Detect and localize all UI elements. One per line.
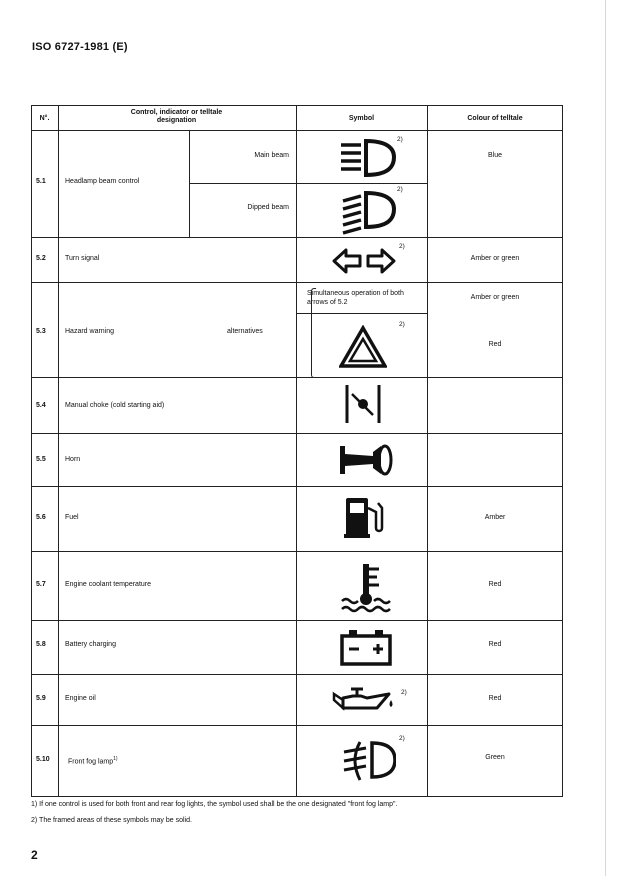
dipped-beam-label: Dipped beam [247,204,289,211]
row-colour: Amber [484,514,506,521]
row-number: 5.4 [36,402,46,409]
turn-signal-icon [332,247,396,275]
row-colour: Red [488,581,502,588]
footnote-1: 1) If one control is used for both front and rear fog lights, the symbol used shall be the one designated "front fog lamp". [31,801,398,808]
engine-oil-icon [331,684,401,716]
row-colour: Green [485,754,505,761]
row-colour: Amber or green [470,294,520,301]
row-number: 5.6 [36,514,46,521]
col-header-symbol: Symbol [348,115,375,122]
note-ref: 2) [401,689,407,696]
row-number: 5.8 [36,641,46,648]
row-colour: Amber or green [470,255,520,262]
row-colour: Blue [487,152,502,159]
row-number: 5.9 [36,695,46,702]
row-designation: Engine oil [65,695,96,702]
row-designation: Battery charging [65,641,116,648]
dipped-beam-icon [334,189,398,235]
col-header-colour: Colour of telltale [467,115,523,122]
row-number: 5.7 [36,581,46,588]
battery-icon [339,628,393,668]
row-designation: Turn signal [65,255,100,262]
row-designation: Horn [65,456,81,463]
alternatives-label: alternatives [227,328,263,335]
horn-icon [337,442,397,478]
note-ref: 2) [399,321,405,328]
row-designation: Headlamp beam control [65,178,140,185]
row-colour: Red [488,695,502,702]
row-designation: Front fog lamp$^{1)}$ [68,756,118,766]
page-edge-line [605,0,606,876]
telltale-table [31,0,563,876]
front-fog-lamp-icon [340,737,396,783]
row-number: 5.10 [36,756,50,763]
row-colour: Red [488,641,502,648]
note-ref: 2) [397,136,403,143]
choke-icon [342,382,386,426]
row-colour: Red [488,341,502,348]
col-header-designation: Control, indicator or telltale designation [130,109,223,124]
fuel-icon [342,494,388,540]
document-header: ISO 6727-1981 (E) [32,41,128,53]
hazard-warning-icon [339,325,387,369]
row-number: 5.5 [36,456,46,463]
note-ref: 2) [397,186,403,193]
note-ref: 2) [399,735,405,742]
main-beam-icon [334,137,398,179]
row-number: 5.2 [36,255,46,262]
row-designation: Manual choke (cold starting aid) [65,402,165,409]
alternatives-bracket [311,288,316,378]
row-designation: Fuel [65,514,79,521]
footnote-2: 2) The framed areas of these symbols may be solid. [31,817,192,824]
note-ref: 2) [399,243,405,250]
page-number: 2 [31,848,38,862]
row-designation: Engine coolant temperature [65,581,151,588]
hazard-symbol-text: Simultaneous operation of both arrows of 5.2 [307,290,404,306]
coolant-temperature-icon [339,561,395,615]
col-header-no: N°. [39,115,50,122]
row-designation: Hazard warning [65,328,115,335]
row-number: 5.3 [36,328,46,335]
row-number: 5.1 [36,178,46,185]
main-beam-label: Main beam [254,152,289,159]
